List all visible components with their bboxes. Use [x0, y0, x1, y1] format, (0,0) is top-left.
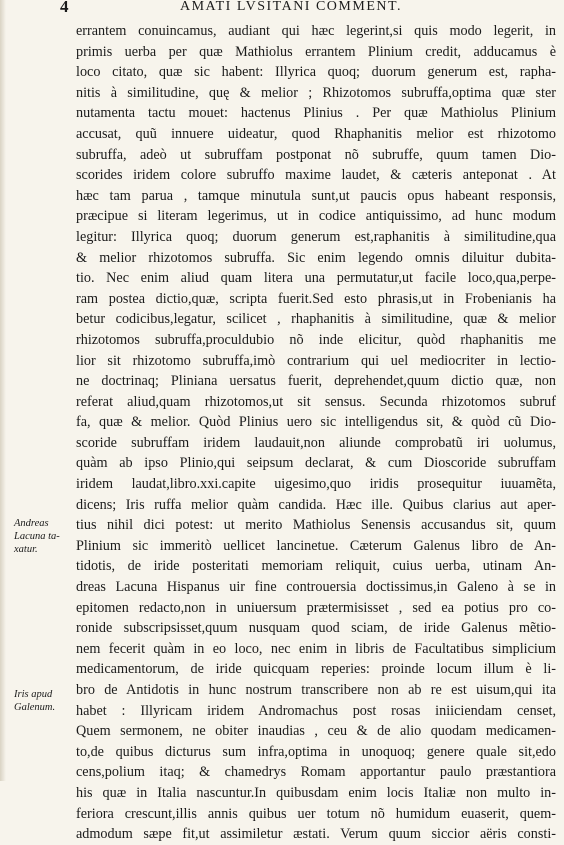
text-line: hæc tam parua , tamque minutula sunt,ut paucis opus habeant responsis, — [76, 187, 556, 204]
margin-note-andreas — [14, 517, 72, 556]
text-line: quàm ab ipso Plinio,qui seipsum declarat, & cum Dioscoride subruffam — [76, 455, 556, 472]
text-line: epitomen redacto,non in uniuersum prætermisisset , sed ea potius pro co- — [76, 599, 556, 616]
text-line: tio. Nec enim aliud quam litera una permutatur,ut facile loco,qua,perpe- — [76, 270, 556, 287]
text-line: betur codicibus,legatur, scilicet , rhaphanitis à similitudine, quæ & melior — [76, 311, 556, 328]
text-line: referat aliud,quam rhizotomos,ut sit sensus. Secunda rhizotomos subruf — [76, 393, 556, 410]
margin-note-line: Lacuna ta- — [14, 531, 60, 542]
page-header — [0, 0, 564, 18]
text-line: nutamenta tactu mouet: hactenus Plinius . Per quæ Mathiolus Plinium — [76, 105, 556, 122]
text-line: his quæ in Italia nascuntur.In quibusdam enim locis Italiæ non multo in- — [76, 784, 556, 801]
binding-shadow — [0, 0, 6, 781]
text-line: scoride subruffam iridem laudauit,non aliunde comprobatũ iri uolumus, — [76, 434, 556, 451]
text-line: rhizotomos subruffa,proculdubio nõ inde elicitur, quòd rhaphanitis me — [76, 331, 556, 348]
text-line: ram postea dictio,quæ, scripta fuerit.Sed esto phrasis,ut in Frobenianis ha — [76, 290, 556, 307]
text-line: tidotis, de iride posteritati memoriam reliquit, cuius uerba, utinam An- — [76, 558, 556, 575]
text-line: dreas Lacuna Hispanus uir fine controuersia doctissimus,in Galeno à se in — [76, 579, 556, 596]
margin-note-line: Andreas — [14, 518, 49, 529]
margin-note-line: Galenum. — [14, 702, 56, 713]
text-line: cens,polium itaq; & chamedrys Romam apportantur paulo præstantiora — [76, 764, 556, 781]
text-line: nitis à similitudine, quę & melior ; Rhizotomos subruffa,optima quæ ster — [76, 84, 556, 101]
text-line: subruffa, adeò ut subruffam postponat nõ subruffe, quum tamen Dio- — [76, 146, 556, 163]
text-line: iridem laudat,libro.xxi.capite uigesimo,quo iridis prosequitur iuuamẽta, — [76, 476, 556, 493]
text-line: ronide subscripsisset,quum nusquam quod sciam, de iride Galenus mẽtio- — [76, 620, 556, 637]
margin-note-iris — [14, 688, 72, 714]
text-line: & melior rhizotomos subruffa. Sic enim legendo omnis diluitur dubita- — [76, 249, 556, 266]
text-line: ne doctrinaq; Pliniana uersatus fuerit, deprehendet,quum dictio quæ, non — [76, 373, 556, 390]
text-line: primis uerba per quæ Mathiolus errantem Plinium credit, adducamus è — [76, 43, 556, 60]
text-line: tius nihil dici potest: ut merito Mathiolus Senensis accusandus sit, quum — [76, 517, 556, 534]
text-line: feriora crescunt,illis annis quibus uer totum nõ humidum euaserit, quem- — [76, 805, 556, 822]
text-line: nem fecerit quàm in eo loco, nec enim in libris de Facultatibus simplicium — [76, 640, 556, 657]
margin-note-line: xatur. — [14, 544, 38, 555]
text-line: errantem conuincamus, audiant qui hæc legerint,si quis modo legerit, in — [76, 23, 556, 39]
text-line: bro de Antidotis in hunc nostrum transcribere non ab re est uisum,qui ita — [76, 682, 556, 698]
text-line: habet : Illyricam iridem Andromachus post rosas iniiciendam censet, — [76, 702, 556, 719]
body-text — [76, 21, 556, 845]
margin-note-line: Iris apud — [14, 689, 53, 700]
text-line: dicens; Iris ruffa melior quàm candida. Hæc ille. Quibus clarius aut aper- — [76, 496, 556, 513]
text-line: admodum sæpe fit,ut assimiletur æstati. Verum quum siccior aëris consti- — [76, 826, 556, 843]
text-line: accusat, quũ innuere uideatur, quod Rhaphanitis melior est rhizotomo — [76, 125, 556, 142]
text-line: Quem sermonem, ne obiter inaudias , ceu & de alio quodam medicamen- — [76, 723, 556, 740]
text-line: Plinium sic immeritò uellicet lancinetue. Cæterum Galenus libro de An- — [76, 537, 556, 554]
text-line: medicamentorum, de iride quicquam reperies: proinde locum illum è li- — [76, 661, 556, 678]
page-number: 4 — [60, 0, 69, 16]
text-line: to,de quibus dicturus sum infra,optima in unoquoq; genere quale sit,edo — [76, 743, 556, 760]
text-line: scorides iridem colore subruffo maxime laudet, & cæteris anteponat . At — [76, 167, 556, 184]
text-line: lior sit rhizotomo subruffa,imò contrarium qui uel mediocriter in lectio- — [76, 352, 556, 369]
text-line: fa, quæ & melior. Quòd Plinius uero sic intelligendus sit, & quòd cũ Dio- — [76, 414, 556, 431]
text-line: præcipue si literam legerimus, ut in codice antiquissimo, ad hunc modum — [76, 208, 556, 225]
text-line: loco citato, quæ sic habent: Illyrica quoq; duorum generum est, rapha- — [76, 64, 556, 81]
text-line: legitur: Illyrica quoq; duorum generum est,raphanitis à similitudine,qua — [76, 228, 556, 245]
running-head: AMATI LVSITANI COMMENT. — [180, 0, 402, 14]
